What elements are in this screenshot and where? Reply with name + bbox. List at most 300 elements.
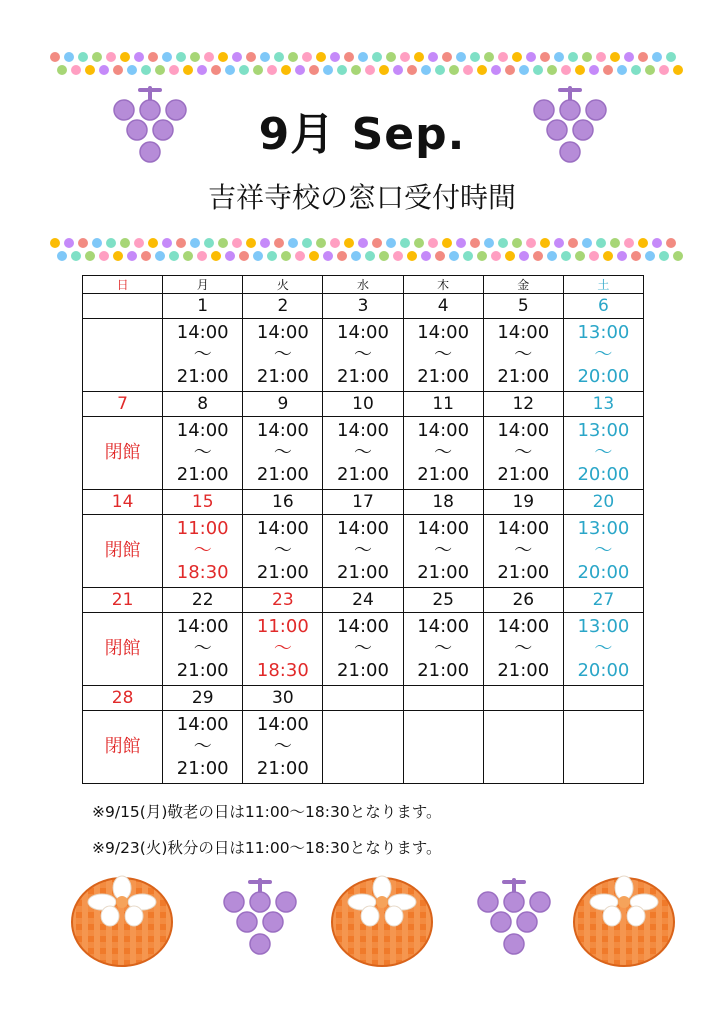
garland-dot (386, 52, 396, 62)
garland-dot (274, 238, 284, 248)
open-time: 14:00 (256, 518, 309, 539)
garland-dot (575, 251, 585, 261)
garland-dot (372, 238, 382, 248)
garland-dot (568, 238, 578, 248)
garland-dot (582, 52, 592, 62)
garland-dot (372, 52, 382, 62)
garland-dot (176, 238, 186, 248)
hours-cell (83, 613, 163, 686)
open-time: 11:00 (176, 518, 229, 539)
time-separator: ～ (353, 540, 372, 561)
hours-cell (83, 319, 163, 392)
date-cell: 8 (163, 392, 243, 417)
hours-cell (163, 319, 243, 392)
garland-dot (260, 238, 270, 248)
garland-dot (295, 251, 305, 261)
garland-dot (260, 52, 270, 62)
open-time: 14:00 (497, 518, 550, 539)
garland-dot (407, 65, 417, 75)
open-time: 14:00 (497, 420, 550, 441)
garland-dot (85, 65, 95, 75)
garland-dot (295, 65, 305, 75)
date-cell: 22 (163, 588, 243, 613)
date-cell: 24 (323, 588, 403, 613)
open-time: 14:00 (176, 322, 229, 343)
garland-dot (638, 52, 648, 62)
garland-dot (330, 52, 340, 62)
garland-dot (449, 65, 459, 75)
note-respect-for-aged-day: ※9/15(月)敬老の日は11:00～18:30となります。 (92, 803, 442, 821)
garland-dot (337, 65, 347, 75)
garland-dot (316, 238, 326, 248)
date-row (83, 686, 644, 711)
closed-label: 閉館 (104, 638, 141, 659)
date-row (83, 588, 644, 613)
garland-dot (169, 251, 179, 261)
time-separator: ～ (594, 442, 613, 463)
garland-dot (568, 52, 578, 62)
time-separator: ～ (514, 540, 533, 561)
date-cell: 20 (563, 490, 643, 515)
open-time: 13:00 (577, 420, 630, 441)
time-separator: ～ (594, 638, 613, 659)
garland-dot (246, 52, 256, 62)
grape-icon (220, 876, 300, 964)
weekday-header-row (83, 276, 644, 294)
date-cell (563, 686, 643, 711)
garland-dot (540, 238, 550, 248)
garland-dot (106, 238, 116, 248)
garland-dot (603, 65, 613, 75)
garland-dot (547, 251, 557, 261)
dot-garland-middle (50, 238, 682, 264)
close-time: 20:00 (577, 562, 630, 583)
hours-cell (483, 711, 563, 784)
garland-dot (302, 238, 312, 248)
hours-cell (163, 711, 243, 784)
weekday-header: 金 (483, 276, 563, 294)
time-separator: ～ (193, 736, 212, 757)
garland-dot (393, 251, 403, 261)
hours-cell (483, 417, 563, 490)
date-cell: 29 (163, 686, 243, 711)
persimmon-icon (330, 870, 434, 972)
weekday-header: 火 (243, 276, 323, 294)
hours-cell (403, 515, 483, 588)
garland-dot (407, 251, 417, 261)
garland-dot (183, 251, 193, 261)
close-time: 20:00 (577, 660, 630, 681)
close-time: 18:30 (256, 660, 309, 681)
garland-dot (596, 238, 606, 248)
calendar-table (82, 275, 644, 784)
open-time: 13:00 (577, 322, 630, 343)
garland-dot (673, 251, 683, 261)
garland-dot (638, 238, 648, 248)
page-subtitle: 吉祥寺校の窓口受付時間 (207, 181, 516, 214)
time-separator: ～ (273, 540, 292, 561)
open-time: 14:00 (417, 420, 470, 441)
garland-dot (456, 238, 466, 248)
garland-dot (239, 65, 249, 75)
date-cell: 4 (403, 294, 483, 319)
garland-dot (197, 65, 207, 75)
time-separator: ～ (434, 638, 453, 659)
hours-cell (403, 613, 483, 686)
garland-dot (64, 238, 74, 248)
garland-dot (141, 65, 151, 75)
date-cell: 19 (483, 490, 563, 515)
open-time: 14:00 (417, 322, 470, 343)
hours-row (83, 319, 644, 392)
garland-dot (281, 65, 291, 75)
garland-dot (78, 52, 88, 62)
hours-cell (563, 319, 643, 392)
weekday-header: 日 (83, 276, 163, 294)
date-cell: 9 (243, 392, 323, 417)
garland-dot (477, 251, 487, 261)
garland-dot (393, 65, 403, 75)
garland-dot (533, 251, 543, 261)
hours-cell (563, 417, 643, 490)
hours-cell (163, 515, 243, 588)
garland-dot (134, 238, 144, 248)
garland-dot (484, 238, 494, 248)
garland-dot (456, 52, 466, 62)
garland-dot (92, 52, 102, 62)
garland-dot (155, 251, 165, 261)
garland-dot (267, 65, 277, 75)
date-cell: 30 (243, 686, 323, 711)
garland-dot (281, 251, 291, 261)
garland-dot (589, 65, 599, 75)
close-time: 21:00 (337, 660, 389, 681)
date-cell: 25 (403, 588, 483, 613)
garland-dot (316, 52, 326, 62)
open-time: 14:00 (176, 616, 229, 637)
garland-dot (561, 65, 571, 75)
garland-dot (211, 65, 221, 75)
garland-dot (491, 65, 501, 75)
garland-dot (596, 52, 606, 62)
hours-cell (323, 711, 403, 784)
garland-dot (498, 52, 508, 62)
close-time: 21:00 (417, 464, 470, 485)
time-separator: ～ (514, 442, 533, 463)
weekday-header: 水 (323, 276, 403, 294)
closed-label: 閉館 (104, 736, 141, 757)
garland-dot (50, 238, 60, 248)
open-time: 14:00 (256, 322, 309, 343)
garland-dot (148, 52, 158, 62)
garland-dot (470, 52, 480, 62)
garland-dot (204, 52, 214, 62)
garland-dot (127, 251, 137, 261)
garland-dot (176, 52, 186, 62)
garland-dot (512, 52, 522, 62)
close-time: 21:00 (337, 366, 389, 387)
garland-dot (526, 238, 536, 248)
garland-dot (337, 251, 347, 261)
garland-dot (141, 251, 151, 261)
dot-garland-top (50, 52, 682, 78)
garland-dot (162, 238, 172, 248)
date-cell: 15 (163, 490, 243, 515)
weekday-header: 土 (563, 276, 643, 294)
garland-dot (659, 65, 669, 75)
garland-dot (435, 65, 445, 75)
time-separator: ～ (193, 442, 212, 463)
garland-dot (323, 65, 333, 75)
garland-dot (463, 65, 473, 75)
open-time: 13:00 (577, 616, 630, 637)
garland-dot (428, 238, 438, 248)
garland-dot (253, 65, 263, 75)
hours-row (83, 417, 644, 490)
garland-dot (414, 238, 424, 248)
hours-row (83, 711, 644, 784)
garland-dot (575, 65, 585, 75)
hours-cell (323, 417, 403, 490)
garland-dot (435, 251, 445, 261)
date-cell: 13 (563, 392, 643, 417)
time-separator: ～ (193, 638, 212, 659)
garland-dot (526, 52, 536, 62)
garland-dot (344, 52, 354, 62)
open-time: 14:00 (256, 714, 309, 735)
date-row (83, 490, 644, 515)
date-cell: 18 (403, 490, 483, 515)
open-time: 14:00 (417, 518, 470, 539)
garland-dot (50, 52, 60, 62)
garland-dot (211, 251, 221, 261)
garland-dot (330, 238, 340, 248)
garland-dot (162, 52, 172, 62)
close-time: 20:00 (577, 464, 630, 485)
garland-dot (428, 52, 438, 62)
garland-dot (71, 251, 81, 261)
garland-dot (547, 65, 557, 75)
hours-cell (83, 711, 163, 784)
garland-dot (666, 238, 676, 248)
garland-dot (351, 251, 361, 261)
garland-dot (400, 238, 410, 248)
garland-dot (288, 238, 298, 248)
garland-dot (463, 251, 473, 261)
garland-dot (232, 52, 242, 62)
garland-dot (386, 238, 396, 248)
close-time: 21:00 (176, 464, 229, 485)
time-separator: ～ (434, 442, 453, 463)
garland-dot (365, 251, 375, 261)
garland-dot (379, 65, 389, 75)
close-time: 21:00 (256, 562, 309, 583)
time-separator: ～ (434, 540, 453, 561)
garland-dot (169, 65, 179, 75)
garland-dot (183, 65, 193, 75)
garland-dot (631, 65, 641, 75)
open-time: 14:00 (417, 616, 470, 637)
hours-cell (243, 613, 323, 686)
persimmon-icon (572, 870, 676, 972)
garland-dot (659, 251, 669, 261)
close-time: 21:00 (417, 366, 470, 387)
garland-dot (365, 65, 375, 75)
time-separator: ～ (353, 442, 372, 463)
open-time: 14:00 (337, 420, 389, 441)
hours-cell (563, 515, 643, 588)
garland-dot (323, 251, 333, 261)
garland-dot (554, 238, 564, 248)
persimmon-icon (70, 870, 174, 972)
date-cell: 27 (563, 588, 643, 613)
time-separator: ～ (273, 638, 292, 659)
garland-dot (218, 238, 228, 248)
open-time: 14:00 (256, 420, 309, 441)
hours-cell (83, 515, 163, 588)
open-time: 14:00 (497, 322, 550, 343)
open-time: 11:00 (256, 616, 309, 637)
garland-dot (309, 251, 319, 261)
garland-dot (379, 251, 389, 261)
time-separator: ～ (353, 344, 372, 365)
hours-cell (243, 417, 323, 490)
garland-dot (64, 52, 74, 62)
garland-dot (617, 251, 627, 261)
garland-dot (421, 65, 431, 75)
open-time: 14:00 (337, 518, 389, 539)
garland-dot (582, 238, 592, 248)
time-separator: ～ (273, 442, 292, 463)
close-time: 21:00 (256, 366, 309, 387)
garland-dot (505, 65, 515, 75)
garland-dot (673, 65, 683, 75)
time-separator: ～ (353, 638, 372, 659)
garland-dot (624, 238, 634, 248)
garland-dot (624, 52, 634, 62)
time-separator: ～ (273, 736, 292, 757)
garland-dot (442, 52, 452, 62)
garland-dot (197, 251, 207, 261)
garland-dot (533, 65, 543, 75)
hours-cell (323, 613, 403, 686)
hours-cell (243, 711, 323, 784)
close-time: 21:00 (256, 464, 309, 485)
garland-dot (78, 238, 88, 248)
garland-dot (351, 65, 361, 75)
garland-dot (127, 65, 137, 75)
garland-dot (540, 52, 550, 62)
garland-dot (645, 65, 655, 75)
date-cell: 3 (323, 294, 403, 319)
close-time: 21:00 (256, 758, 309, 779)
time-separator: ～ (193, 540, 212, 561)
date-cell: 10 (323, 392, 403, 417)
garland-dot (253, 251, 263, 261)
hours-row (83, 613, 644, 686)
hours-cell (403, 711, 483, 784)
garland-dot (610, 238, 620, 248)
garland-dot (218, 52, 228, 62)
closed-label: 閉館 (104, 540, 141, 561)
hours-cell (163, 613, 243, 686)
date-cell: 12 (483, 392, 563, 417)
garland-dot (106, 52, 116, 62)
garland-dot (645, 251, 655, 261)
hours-row (83, 515, 644, 588)
date-cell: 14 (83, 490, 163, 515)
garland-dot (267, 251, 277, 261)
close-time: 21:00 (337, 562, 389, 583)
date-cell: 5 (483, 294, 563, 319)
date-cell: 6 (563, 294, 643, 319)
date-cell (323, 686, 403, 711)
weekday-header: 木 (403, 276, 483, 294)
garland-dot (148, 238, 158, 248)
date-cell: 7 (83, 392, 163, 417)
garland-dot (652, 238, 662, 248)
closed-label: 閉館 (104, 442, 141, 463)
garland-dot (554, 52, 564, 62)
garland-dot (358, 238, 368, 248)
date-cell (483, 686, 563, 711)
date-row (83, 294, 644, 319)
garland-dot (85, 251, 95, 261)
time-separator: ～ (514, 638, 533, 659)
garland-dot (134, 52, 144, 62)
garland-dot (57, 251, 67, 261)
hours-cell (483, 319, 563, 392)
garland-dot (414, 52, 424, 62)
hours-cell (323, 319, 403, 392)
garland-dot (589, 251, 599, 261)
note-autumn-equinox-day: ※9/23(火)秋分の日は11:00～18:30となります。 (92, 839, 442, 857)
garland-dot (610, 52, 620, 62)
garland-dot (442, 238, 452, 248)
close-time: 21:00 (176, 660, 229, 681)
open-time: 13:00 (577, 518, 630, 539)
garland-dot (449, 251, 459, 261)
time-separator: ～ (594, 344, 613, 365)
close-time: 20:00 (577, 366, 630, 387)
hours-cell (243, 515, 323, 588)
open-time: 14:00 (497, 616, 550, 637)
time-separator: ～ (273, 344, 292, 365)
garland-dot (288, 52, 298, 62)
open-time: 14:00 (176, 714, 229, 735)
garland-dot (344, 238, 354, 248)
garland-dot (99, 65, 109, 75)
garland-dot (631, 251, 641, 261)
time-separator: ～ (193, 344, 212, 365)
garland-dot (232, 238, 242, 248)
garland-dot (71, 65, 81, 75)
hours-cell (563, 711, 643, 784)
hours-cell (83, 417, 163, 490)
date-cell: 23 (243, 588, 323, 613)
garland-dot (155, 65, 165, 75)
close-time: 21:00 (497, 366, 550, 387)
close-time: 21:00 (176, 366, 229, 387)
open-time: 14:00 (176, 420, 229, 441)
hours-cell (243, 319, 323, 392)
hours-cell (163, 417, 243, 490)
garland-dot (239, 251, 249, 261)
garland-dot (120, 238, 130, 248)
garland-dot (498, 238, 508, 248)
garland-dot (309, 65, 319, 75)
garland-dot (225, 65, 235, 75)
